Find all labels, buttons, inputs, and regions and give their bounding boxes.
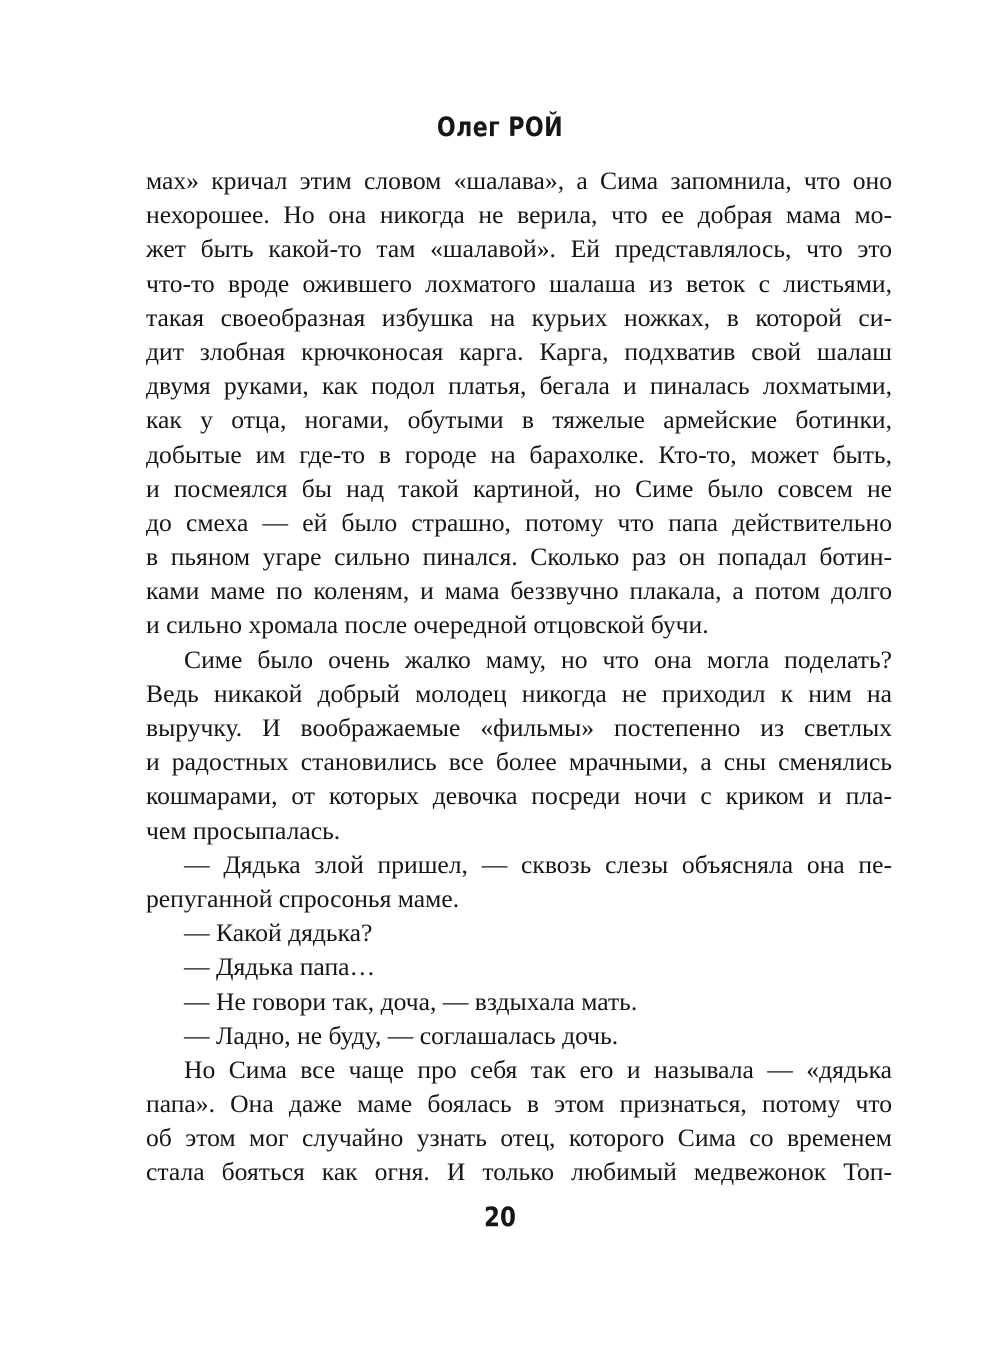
text-line: жет быть какой-то там «шалавой». Ей представлялось, что это (146, 234, 892, 264)
text-line: нехорошее. Но она никогда не верила, что ее добрая мама мо- (146, 200, 892, 230)
text-line: двумя руками, как подол платья, бегала и пиналась лохматыми, (146, 371, 892, 401)
text-line: Ведь никакой добрый молодец никогда не приходил к ним на (146, 678, 892, 708)
text-line: об этом мог случайно узнать отец, которого Сима со временем (146, 1123, 892, 1153)
text-line: в пьяном угаре сильно пинался. Сколько раз он попадал ботин- (146, 542, 892, 572)
page-body-text (146, 164, 892, 1190)
text-line: мах» кричал этим словом «шалава», а Сима запомнила, что оно (146, 166, 892, 195)
text-line: и посмеялся бы над такой картиной, но Симе было совсем не (146, 473, 892, 503)
text-line: как у отца, ногами, обутыми в тяжелые армейские ботинки, (146, 405, 892, 435)
text-line: кошмарами, от которых девочка посреди ночи с криком и пла- (146, 781, 892, 811)
dialogue-line: — Дядька папа… (184, 952, 376, 982)
page-number: 20 (484, 1202, 516, 1233)
text-line: что-то вроде ожившего лохматого шалаша из веток с листьями, (146, 268, 892, 298)
text-line: стала бояться как огня. И только любимый медвежонок Топ- (146, 1157, 892, 1187)
text-line: такая своеобразная избушка на курьих ножках, в которой си- (146, 302, 892, 332)
text-line: и радостных становились все более мрачными, а сны сменялись (146, 747, 892, 777)
text-line: дит злобная крючконосая карга. Карга, подхватив свой шалаш (146, 336, 892, 366)
text-line: Но Сима все чаще про себя так его и называла — «дядька (184, 1054, 892, 1084)
text-line: ками маме по коленям, и мама беззвучно плакала, а потом долго (146, 576, 892, 606)
text-line: чем просыпалась. (146, 815, 341, 845)
text-line: до смеха — ей было страшно, потому что папа действительно (146, 507, 892, 537)
text-line: Симе было очень жалко маму, но что она могла поделать? (184, 644, 892, 674)
text-line: добытые им где-то в городе на барахолке. Кто-то, может быть, (146, 439, 892, 469)
text-line: выручку. И воображаемые «фильмы» постепенно из светлых (146, 713, 892, 742)
text-line: папа». Она даже маме боялась в этом признаться, потому что (146, 1089, 892, 1119)
text-line: репуганной спросонья маме. (146, 883, 460, 913)
dialogue-line: — Дядька злой пришел, — сквозь слезы объясняла она пе- (184, 849, 892, 879)
dialogue-line: — Ладно, не буду, — соглашалась дочь. (184, 1020, 619, 1050)
running-header-author: Олег РОЙ (436, 112, 564, 143)
text-line: и сильно хромала после очередной отцовской бучи. (146, 610, 709, 640)
dialogue-line: — Не говори так, доча, — вздыхала мать. (184, 986, 638, 1016)
dialogue-line: — Какой дядька? (184, 918, 373, 948)
